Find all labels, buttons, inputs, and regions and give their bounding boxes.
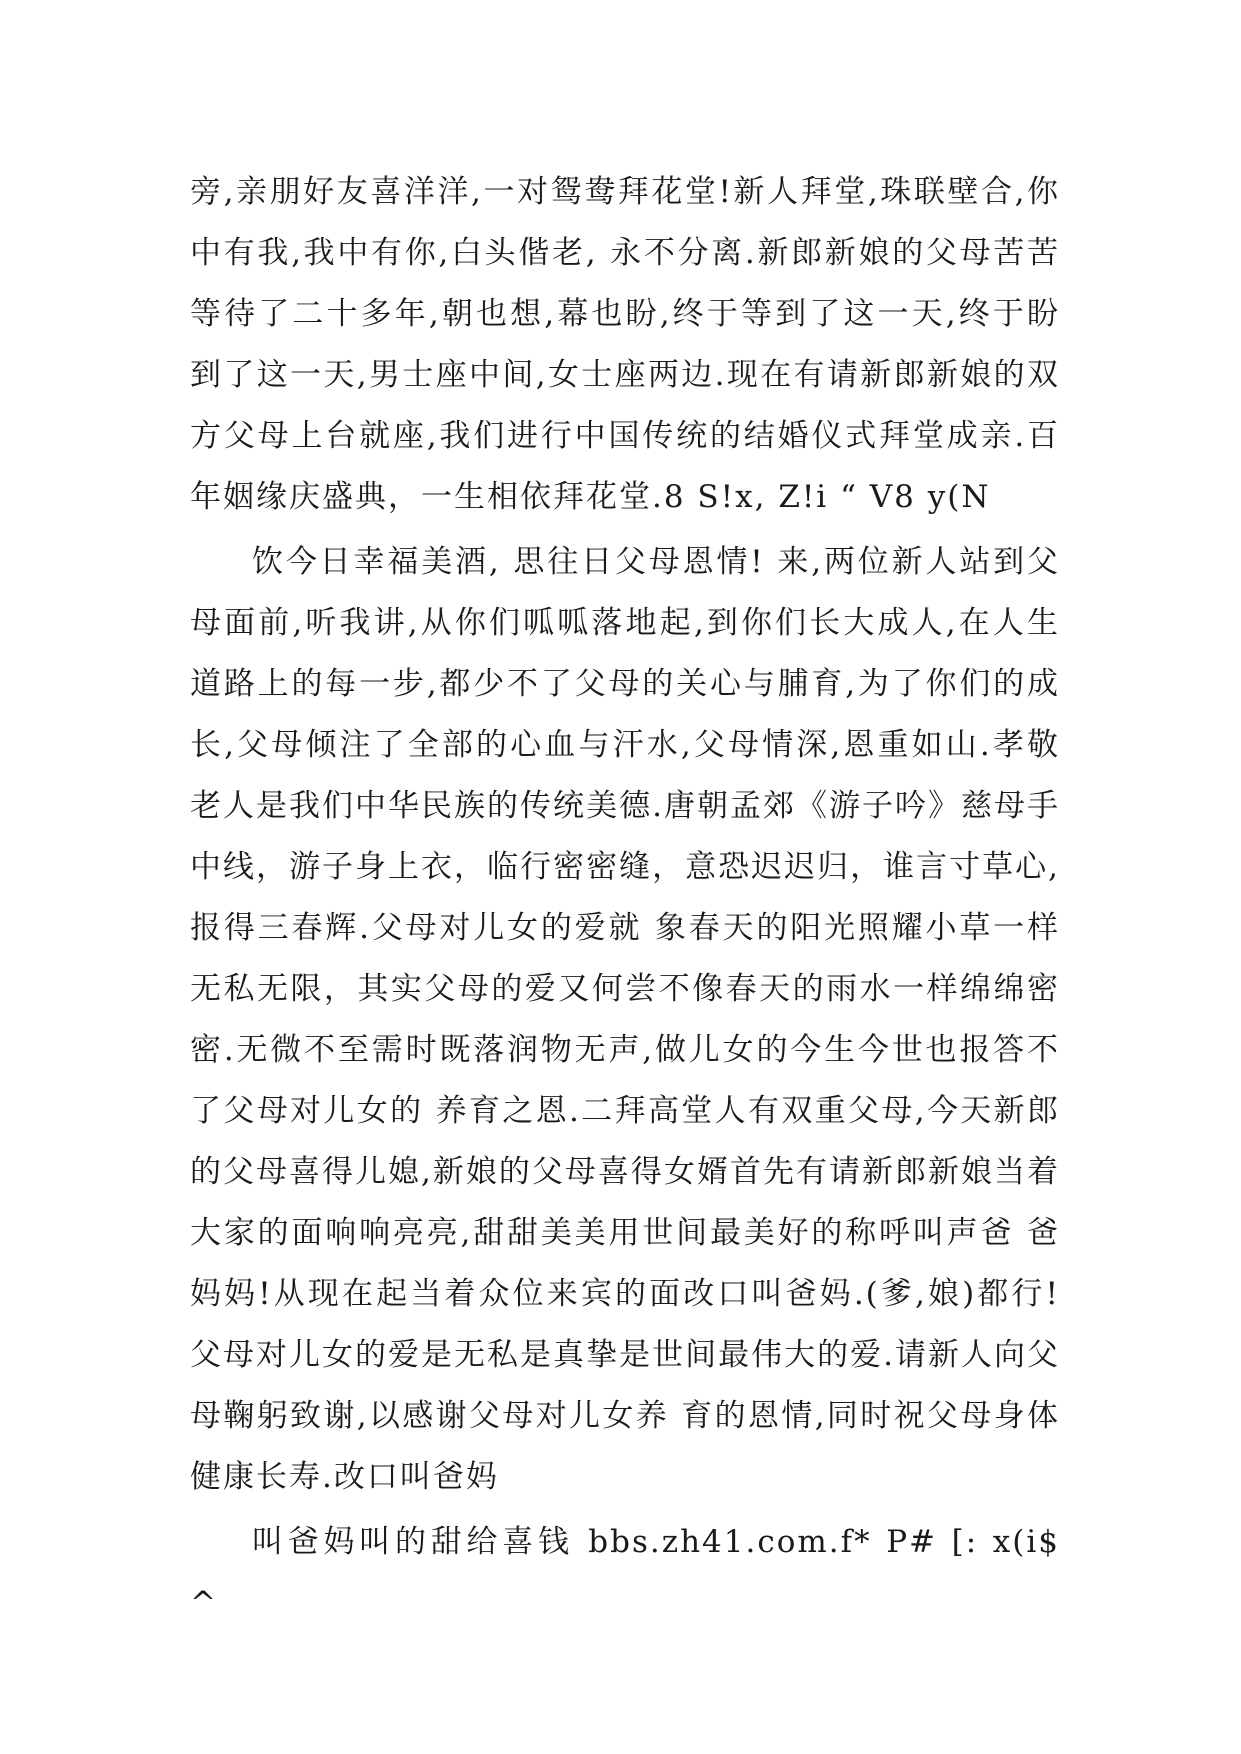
paragraph-3: 叫爸妈叫的甜给喜钱 bbs.zh41.com.f* P# [: x(i$ ^ — [190, 1524, 1060, 1621]
document-body — [190, 162, 1060, 1634]
paragraph-2: 饮今日幸福美酒, 思往日父母恩情! 来,两位新人站到父母面前,听我讲,从你们呱呱落地起,到你们长大成人,在人生道路上的每一步,都少不了父母的关心与脯育,为了你们的成长,父母倾注了全部的心血与汗水,父母情深,恩重如山.孝敬老人是我们中华民族的传统美德.唐朝孟郊《游子吟》慈母手中线，游子身上衣，临行密密缝，意恐迟迟归，谁言寸草心,报得三春辉.父母对儿女的爱就 象春天的阳光照耀小草一样无私无限，其实父母的爱又何尝不像春天的雨水一样绵绵密密.无微不至需时既落润物无声,做儿女的今生今世也报答不了父母对儿女的 养育之恩.二拜高堂人有双重父母,今天新郎的父母喜得儿媳,新娘的父母喜得女婿首先有请新郎新娘当着大家的面响响亮亮,甜甜美美用世间最美好的称呼叫声爸 爸妈妈!从现在起当着众位来宾的面改口叫爸妈.(爹,娘)都行!父母对儿女的爱是无私是真挚是世间最伟大的爱.请新人向父母鞠躬致谢,以感谢父母对儿女养 育的恩情,同时祝父母身体健康长寿.改口叫爸妈 — [190, 544, 1060, 1495]
paragraph-1: 旁,亲朋好友喜洋洋,一对鸳鸯拜花堂!新人拜堂,珠联壁合,你中有我,我中有你,白头偕老, 永不分离.新郎新娘的父母苦苦等待了二十多年,朝也想,幕也盼,终于等到了这一天,终于盼到了这一天,男士座中间,女士座两边.现在有请新郎新娘的双方父母上台就座,我们进行中国传统的结婚仪式拜堂成亲.百年姻缘庆盛典，一生相依拜花堂.8 S!x, Z!i “ V8 y(N — [190, 174, 1060, 515]
